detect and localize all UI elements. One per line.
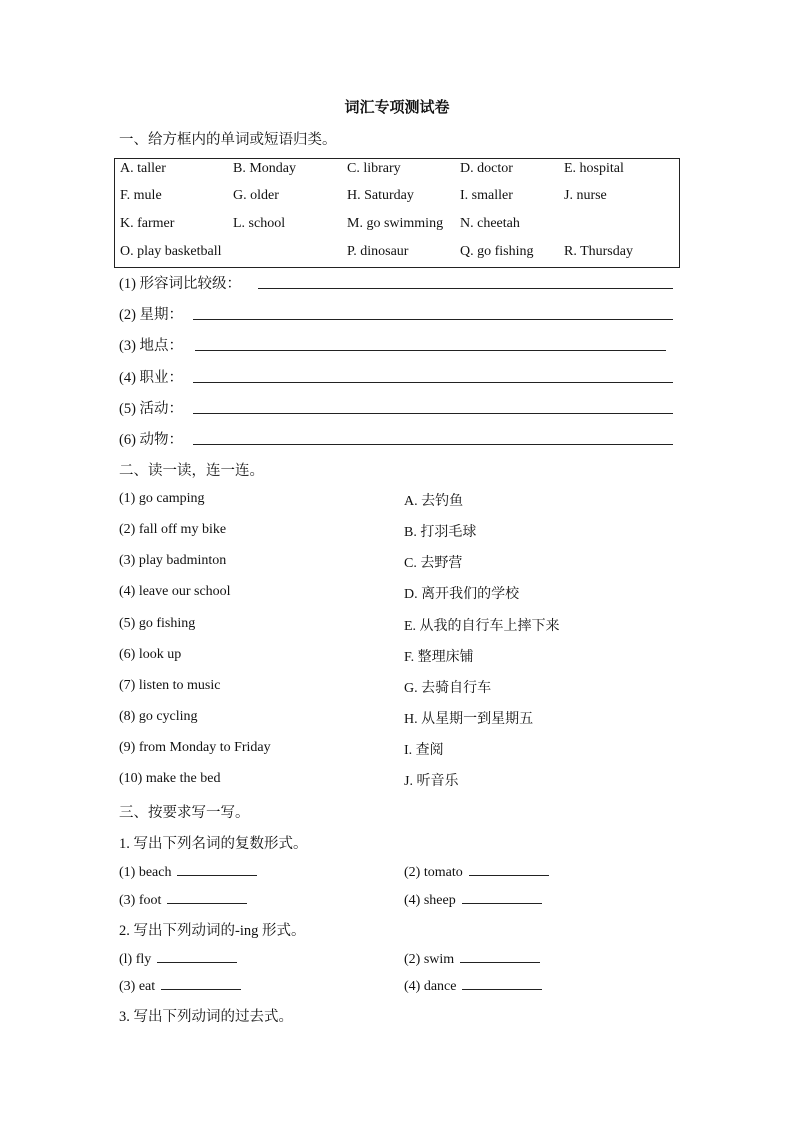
match-left-item[interactable]: (6) look up xyxy=(119,647,182,662)
part3-heading: 3. 写出下列动词的过去式。 xyxy=(119,1009,293,1025)
category-row-comparative xyxy=(119,272,675,292)
match-left-item[interactable]: (10) make the bed xyxy=(119,771,221,786)
category-row-animal xyxy=(119,428,675,448)
answer-blank[interactable] xyxy=(462,977,542,990)
word-item: A. taller xyxy=(120,161,166,176)
match-left-item[interactable]: (1) go camping xyxy=(119,491,205,506)
category-label: (4) 职业： xyxy=(119,370,184,386)
match-right-item[interactable]: D. 离开我们的学校 xyxy=(404,587,520,602)
match-right-item[interactable]: H. 从星期一到星期五 xyxy=(404,712,534,727)
word-item: K. farmer xyxy=(120,216,175,231)
plural-item: (1) beach xyxy=(119,863,257,881)
word-item: C. library xyxy=(347,161,401,176)
category-label: (3) 地点： xyxy=(119,338,184,354)
match-right-item[interactable]: G. 去骑自行车 xyxy=(404,681,492,696)
match-right-item[interactable]: E. 从我的自行车上摔下来 xyxy=(404,619,560,634)
match-right-item[interactable]: J. 听音乐 xyxy=(404,774,459,789)
word-item: N. cheetah xyxy=(460,216,520,231)
answer-blank[interactable] xyxy=(157,950,237,963)
category-row-weekday xyxy=(119,303,675,323)
part1-heading: 1. 写出下列名词的复数形式。 xyxy=(119,836,308,852)
answer-blank[interactable] xyxy=(161,977,241,990)
category-label: (6) 动物： xyxy=(119,432,184,448)
match-right-item[interactable]: I. 查阅 xyxy=(404,743,444,758)
ing-item: (4) dance xyxy=(404,977,542,995)
section2-heading: 二、读一读，连一连。 xyxy=(119,463,264,479)
match-right-item[interactable]: A. 去钓鱼 xyxy=(404,494,464,509)
word-item: E. hospital xyxy=(564,161,624,176)
word-item: G. older xyxy=(233,188,279,203)
ing-item: (l) fly xyxy=(119,950,237,968)
match-right-item[interactable]: C. 去野营 xyxy=(404,556,463,571)
word-item: D. doctor xyxy=(460,161,513,176)
answer-blank[interactable] xyxy=(460,950,540,963)
category-row-activity xyxy=(119,397,675,417)
word-item: P. dinosaur xyxy=(347,244,409,259)
answer-blank[interactable] xyxy=(167,891,247,904)
answer-line[interactable] xyxy=(193,413,673,414)
ing-item: (3) eat xyxy=(119,977,241,995)
answer-blank[interactable] xyxy=(462,891,542,904)
answer-line[interactable] xyxy=(258,288,673,289)
category-row-place xyxy=(119,334,675,354)
answer-blank[interactable] xyxy=(469,863,549,876)
category-row-job xyxy=(119,366,675,386)
answer-line[interactable] xyxy=(195,350,666,351)
match-left-item[interactable]: (4) leave our school xyxy=(119,584,231,599)
word-item: J. nurse xyxy=(564,188,607,203)
match-left-item[interactable]: (7) listen to music xyxy=(119,678,221,693)
plural-item: (2) tomato xyxy=(404,863,549,881)
word-item: R. Thursday xyxy=(564,244,633,259)
word-item: F. mule xyxy=(120,188,162,203)
match-left-item[interactable]: (8) go cycling xyxy=(119,709,198,724)
word-item: O. play basketball xyxy=(120,244,222,259)
ing-item: (2) swim xyxy=(404,950,540,968)
match-left-item[interactable]: (9) from Monday to Friday xyxy=(119,740,271,755)
category-label: (5) 活动： xyxy=(119,401,184,417)
match-right-item[interactable]: B. 打羽毛球 xyxy=(404,525,477,540)
part2-heading: 2. 写出下列动词的-ing 形式。 xyxy=(119,923,306,939)
match-right-item[interactable]: F. 整理床铺 xyxy=(404,650,474,665)
word-item: M. go swimming xyxy=(347,216,444,231)
word-item: L. school xyxy=(233,216,286,231)
category-label: (1) 形容词比较级： xyxy=(119,276,242,292)
word-item: H. Saturday xyxy=(347,188,414,203)
answer-line[interactable] xyxy=(193,444,673,445)
category-label: (2) 星期： xyxy=(119,307,184,323)
word-box xyxy=(114,158,680,268)
word-item: B. Monday xyxy=(233,161,296,176)
match-left-item[interactable]: (3) play badminton xyxy=(119,553,227,568)
answer-line[interactable] xyxy=(193,319,673,320)
plural-item: (3) foot xyxy=(119,891,247,909)
word-item: Q. go fishing xyxy=(460,244,534,259)
section3-heading: 三、按要求写一写。 xyxy=(119,805,250,821)
plural-item: (4) sheep xyxy=(404,891,542,909)
answer-line[interactable] xyxy=(193,382,673,383)
page-title: 词汇专项测试卷 xyxy=(344,100,450,116)
answer-blank[interactable] xyxy=(177,863,257,876)
match-left-item[interactable]: (2) fall off my bike xyxy=(119,522,227,537)
section1-heading: 一、给方框内的单词或短语归类。 xyxy=(119,132,337,148)
match-left-item[interactable]: (5) go fishing xyxy=(119,616,196,631)
word-item: I. smaller xyxy=(460,188,513,203)
